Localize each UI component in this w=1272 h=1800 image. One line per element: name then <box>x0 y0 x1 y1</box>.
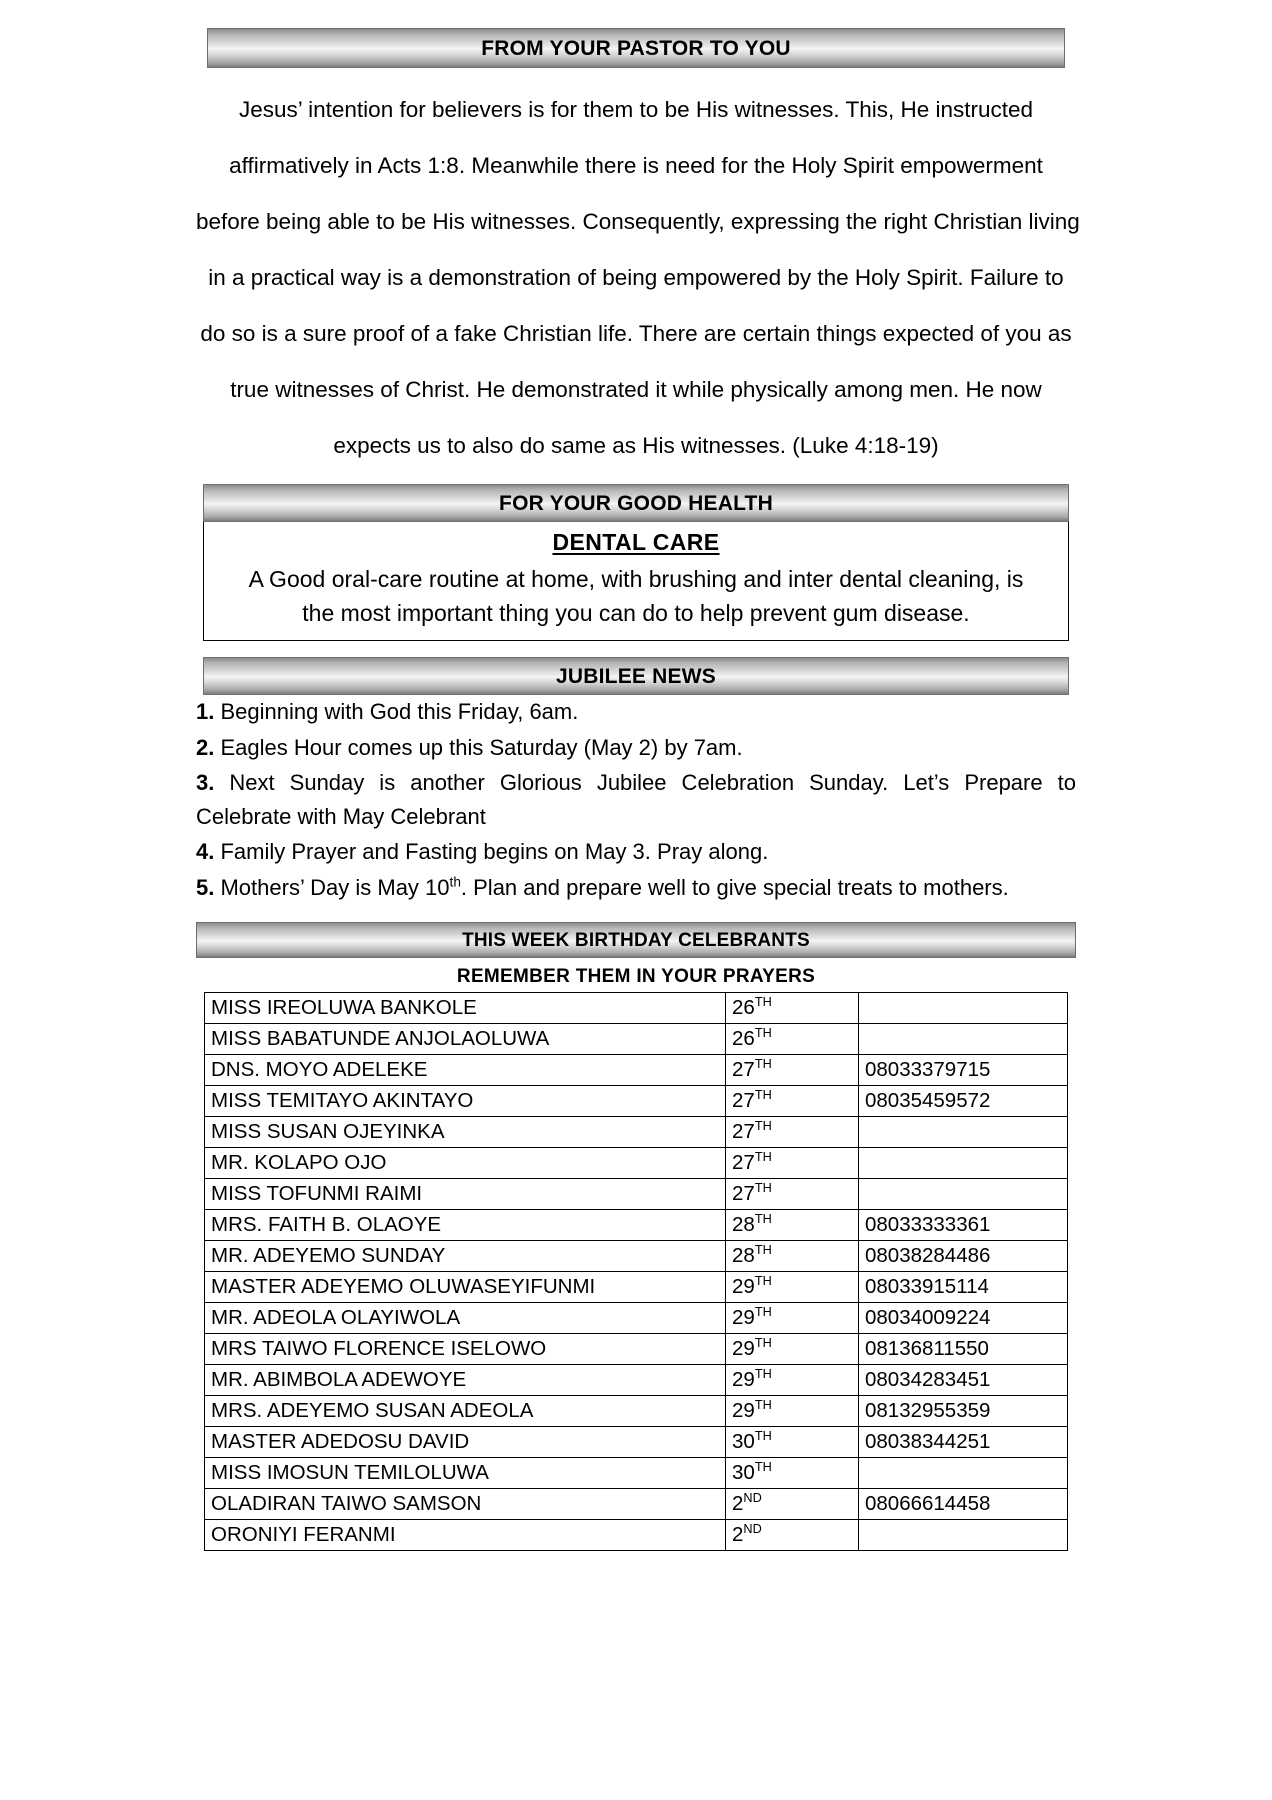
health-content-box <box>203 522 1069 641</box>
table-row <box>205 1489 1068 1520</box>
table-row <box>205 1055 1068 1086</box>
celebrant-phone <box>859 1117 1068 1148</box>
news-item-text: Next Sunday is another Glorious Jubilee Celebration Sunday. Let’s Prepare to Celebrate with May Celebrant <box>196 770 1076 829</box>
celebrant-date: 2ND <box>726 1520 859 1551</box>
jubilee-news-item <box>196 835 1076 869</box>
celebrant-name: MR. ADEOLA OLAYIWOLA <box>205 1303 726 1334</box>
health-body-text: A Good oral-care routine at home, with brushing and inter dental cleaning, is the most important thing you can do to help prevent gum disease. <box>248 566 1024 626</box>
celebrant-date: 29TH <box>726 1396 859 1427</box>
ordinal-suffix: TH <box>754 1273 772 1289</box>
birthday-subtitle: REMEMBER THEM IN YOUR PRAYERS <box>456 966 816 987</box>
celebrant-phone <box>859 1024 1068 1055</box>
table-row <box>205 1272 1068 1303</box>
celebrant-name: MASTER ADEYEMO OLUWASEYIFUNMI <box>205 1272 726 1303</box>
celebrant-phone: 08038284486 <box>859 1241 1068 1272</box>
birthday-section-banner: THIS WEEK BIRTHDAY CELEBRANTS <box>196 922 1076 958</box>
ordinal-suffix: TH <box>754 1211 772 1227</box>
celebrant-name: MR. ADEYEMO SUNDAY <box>205 1241 726 1272</box>
celebrant-phone: 08033915114 <box>859 1272 1068 1303</box>
celebrant-name: ORONIYI FERANMI <box>205 1520 726 1551</box>
celebrant-name: MISS BABATUNDE ANJOLAOLUWA <box>205 1024 726 1055</box>
jubilee-news-item <box>196 871 1076 905</box>
ordinal-suffix: TH <box>754 1149 772 1165</box>
celebrant-date: 29TH <box>726 1303 859 1334</box>
celebrant-date: 27TH <box>726 1086 859 1117</box>
news-item-text: Mothers’ Day is May 10th. Plan and prepare well to give special treats to mothers. <box>220 874 1009 900</box>
table-row <box>205 1458 1068 1489</box>
celebrant-phone: 08034009224 <box>859 1303 1068 1334</box>
table-row <box>205 1148 1068 1179</box>
health-section-banner: FOR YOUR GOOD HEALTH <box>203 484 1069 522</box>
celebrant-phone: 08136811550 <box>859 1334 1068 1365</box>
celebrant-date: 28TH <box>726 1241 859 1272</box>
celebrant-name: MRS. FAITH B. OLAOYE <box>205 1210 726 1241</box>
table-row <box>205 1334 1068 1365</box>
ordinal-suffix: th <box>449 874 461 890</box>
news-item-text: Eagles Hour comes up this Saturday (May 2) by 7am. <box>220 734 743 760</box>
celebrant-date: 29TH <box>726 1272 859 1303</box>
pastor-message-line: do so is a sure proof of a fake Christian life. There are certain things expected of you as <box>200 321 1072 346</box>
table-row <box>205 1427 1068 1458</box>
pastor-message-line: in a practical way is a demonstration of being empowered by the Holy Spirit. Failure to <box>208 265 1064 290</box>
table-row <box>205 1520 1068 1551</box>
pastor-message-line: affirmatively in Acts 1:8. Meanwhile there is need for the Holy Spirit empowerment <box>229 153 1043 178</box>
ordinal-suffix: TH <box>754 1366 772 1382</box>
celebrant-date: 2ND <box>726 1489 859 1520</box>
pastor-message-line: true witnesses of Christ. He demonstrated it while physically among men. He now <box>230 377 1042 402</box>
jubilee-news-list <box>196 695 1076 904</box>
birthday-celebrants-section <box>0 922 1272 1551</box>
ordinal-suffix: TH <box>754 1397 772 1413</box>
table-row <box>205 1117 1068 1148</box>
table-row <box>205 1365 1068 1396</box>
celebrant-date: 28TH <box>726 1210 859 1241</box>
celebrant-name: OLADIRAN TAIWO SAMSON <box>205 1489 726 1520</box>
ordinal-suffix: TH <box>754 1428 772 1444</box>
table-row <box>205 1241 1068 1272</box>
ordinal-suffix: TH <box>754 994 772 1010</box>
pastor-message-line: before being able to be His witnesses. Consequently, expressing the right Christian living <box>196 209 1080 234</box>
celebrant-date: 26TH <box>726 1024 859 1055</box>
celebrant-date: 29TH <box>726 1334 859 1365</box>
celebrant-date: 29TH <box>726 1365 859 1396</box>
ordinal-suffix: TH <box>754 1087 772 1103</box>
celebrant-phone <box>859 1458 1068 1489</box>
ordinal-suffix: TH <box>754 1180 772 1196</box>
ordinal-suffix: ND <box>743 1521 762 1537</box>
news-item-number: 4. <box>196 839 215 864</box>
table-row <box>205 1303 1068 1334</box>
celebrant-phone: 08033333361 <box>859 1210 1068 1241</box>
celebrant-name: MR. ABIMBOLA ADEWOYE <box>205 1365 726 1396</box>
celebrant-date: 27TH <box>726 1055 859 1086</box>
health-section <box>203 484 1069 641</box>
pastor-section-banner: FROM YOUR PASTOR TO YOU <box>207 28 1065 68</box>
table-row <box>205 1024 1068 1055</box>
jubilee-news-banner: JUBILEE NEWS <box>203 657 1069 695</box>
ordinal-suffix: TH <box>754 1459 772 1475</box>
celebrant-name: MRS TAIWO FLORENCE ISELOWO <box>205 1334 726 1365</box>
celebrant-phone: 08034283451 <box>859 1365 1068 1396</box>
celebrant-name: MR. KOLAPO OJO <box>205 1148 726 1179</box>
celebrant-phone: 08132955359 <box>859 1396 1068 1427</box>
ordinal-suffix: TH <box>754 1056 772 1072</box>
news-item-number: 5. <box>196 874 215 900</box>
celebrant-phone <box>859 993 1068 1024</box>
jubilee-news-item <box>196 695 1076 729</box>
celebrant-date: 27TH <box>726 1148 859 1179</box>
table-row <box>205 1210 1068 1241</box>
celebrant-name: MISS TOFUNMI RAIMI <box>205 1179 726 1210</box>
pastor-message-line: Jesus’ intention for believers is for them to be His witnesses. This, He instructed <box>238 97 1034 122</box>
celebrant-phone: 08033379715 <box>859 1055 1068 1086</box>
table-row <box>205 1086 1068 1117</box>
celebrant-name: MISS TEMITAYO AKINTAYO <box>205 1086 726 1117</box>
celebrant-phone <box>859 1148 1068 1179</box>
news-item-number: 1. <box>196 699 215 724</box>
celebrants-table <box>204 992 1068 1551</box>
ordinal-suffix: ND <box>743 1490 762 1506</box>
celebrant-phone: 08038344251 <box>859 1427 1068 1458</box>
table-row <box>205 1179 1068 1210</box>
jubilee-news-section <box>196 657 1076 904</box>
news-item-text: Beginning with God this Friday, 6am. <box>220 699 579 724</box>
ordinal-suffix: TH <box>754 1118 772 1134</box>
celebrant-date: 30TH <box>726 1458 859 1489</box>
celebrant-phone: 08035459572 <box>859 1086 1068 1117</box>
health-subtitle: DENTAL CARE <box>552 529 720 555</box>
ordinal-suffix: TH <box>754 1025 772 1041</box>
celebrant-name: MISS SUSAN OJEYINKA <box>205 1117 726 1148</box>
celebrant-date: 30TH <box>726 1427 859 1458</box>
celebrant-phone: 08066614458 <box>859 1489 1068 1520</box>
news-item-text: Family Prayer and Fasting begins on May 3. Pray along. <box>220 839 769 864</box>
jubilee-news-item <box>196 766 1076 833</box>
celebrant-date: 26TH <box>726 993 859 1024</box>
pastor-message-line: expects us to also do same as His witnesses. (Luke 4:18-19) <box>333 433 939 458</box>
celebrant-name: MISS IMOSUN TEMILOLUWA <box>205 1458 726 1489</box>
ordinal-suffix: TH <box>754 1304 772 1320</box>
pastor-message-body <box>196 82 1080 474</box>
celebrant-name: MASTER ADEDOSU DAVID <box>205 1427 726 1458</box>
celebrant-name: MRS. ADEYEMO SUSAN ADEOLA <box>205 1396 726 1427</box>
ordinal-suffix: TH <box>754 1242 772 1258</box>
celebrant-date: 27TH <box>726 1179 859 1210</box>
celebrant-phone <box>859 1520 1068 1551</box>
table-row <box>205 1396 1068 1427</box>
jubilee-news-item <box>196 731 1076 765</box>
news-item-number: 3. <box>196 770 215 795</box>
celebrant-name: DNS. MOYO ADELEKE <box>205 1055 726 1086</box>
table-row <box>205 993 1068 1024</box>
celebrant-date: 27TH <box>726 1117 859 1148</box>
celebrant-name: MISS IREOLUWA BANKOLE <box>205 993 726 1024</box>
ordinal-suffix: TH <box>754 1335 772 1351</box>
news-item-number: 2. <box>196 734 215 760</box>
celebrant-phone <box>859 1179 1068 1210</box>
